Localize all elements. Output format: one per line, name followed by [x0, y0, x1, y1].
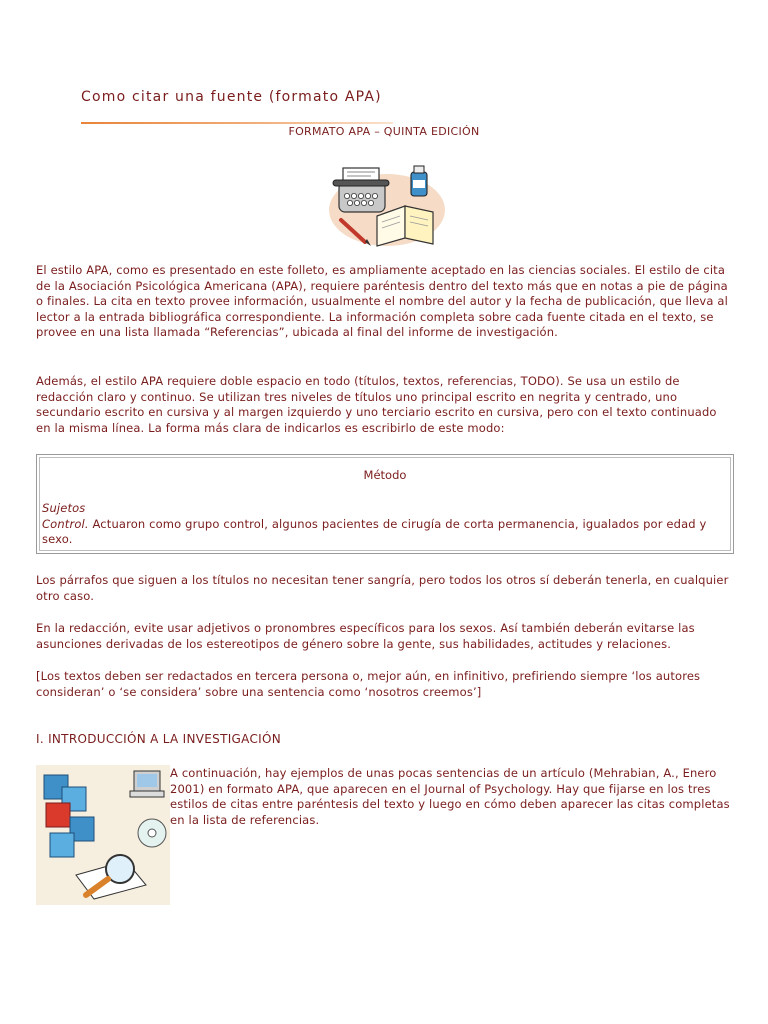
- typewriter-book-clipart-icon: [325, 158, 447, 248]
- page-title: Como citar una fuente (formato APA): [81, 89, 382, 105]
- computer-research-clipart-icon: [36, 765, 170, 905]
- level-2-heading-example: Sujetos: [42, 501, 86, 515]
- heading-example-box: [36, 454, 734, 554]
- page-subtitle: FORMATO APA – QUINTA EDICIÓN: [288, 125, 480, 138]
- section-heading: I. INTRODUCCIÓN A LA INVESTIGACIÓN: [36, 732, 281, 746]
- examples-paragraph: A continuación, hay ejemplos de unas pocas sentencias de un artículo (Mehrabian, A., Enero 2001) en formato APA, que aparecen en el Journal of Psychology. Hay que fijarse en los tres estilos de citas entre paréntesis del texto y luego en cómo deben aparecer las citas completas en la lista de referencias.: [170, 766, 730, 827]
- person-paragraph: [Los textos deben ser redactados en tercera persona o, mejor aún, en infinitivo, prefiriendo siempre ‘los autores consideran’ o ‘se considera’ sobre una sentencia como ‘nosotros creemos’]: [36, 669, 701, 699]
- indent-paragraph: Los párrafos que siguen a los títulos no necesitan tener sangría, pero todos los otros sí deberán tenerla, en cualquier otro caso.: [36, 573, 729, 603]
- title-rule: [81, 122, 393, 124]
- gender-paragraph: En la redacción, evite usar adjetivos o pronombres específicos para los sexos. Así también deberán evitarse las asunciones derivadas de los estereotipos de género sobre la gente, sus habilidades, actitudes y relaciones.: [36, 621, 695, 651]
- intro-paragraph: El estilo APA, como es presentado en este folleto, es ampliamente aceptado en las ciencias sociales. El estilo de cita de la Asociación Psicológica Americana (APA), requiere paréntesis dentro del texto más que en notas a pie de página o finales. La cita en texto provee información, usualmente el nombre del autor y la fecha de publicación, que lleva al lector a la entrada bibliográfica correspondiente. La información completa sobre cada fuente citada en el texto, se provee en una lista llamada “Referencias”, ubicada al final del informe de investigación.: [36, 263, 728, 340]
- level-3-heading-example: Control.: [42, 516, 89, 531]
- heading-example-text: [42, 501, 710, 548]
- spacing-paragraph: Además, el estilo APA requiere doble espacio en todo (títulos, textos, referencias, TODO). Se usa un estilo de redacción claro y continuo. Se utilizan tres niveles de títulos uno principal escrito en negrita y centrado, uno secundario escrito en cursiva y al margen izquierdo y uno terciario escrito en cursiva, pero con el texto continuado en la misma línea. La forma más clara de indicarlos es escribirlo de este modo:: [36, 374, 717, 435]
- level-1-heading-example: Método: [363, 468, 407, 482]
- level-3-text-example: Actuaron como grupo control, algunos pacientes de cirugía de corta permanencia, igualados por edad y sexo.: [42, 516, 707, 547]
